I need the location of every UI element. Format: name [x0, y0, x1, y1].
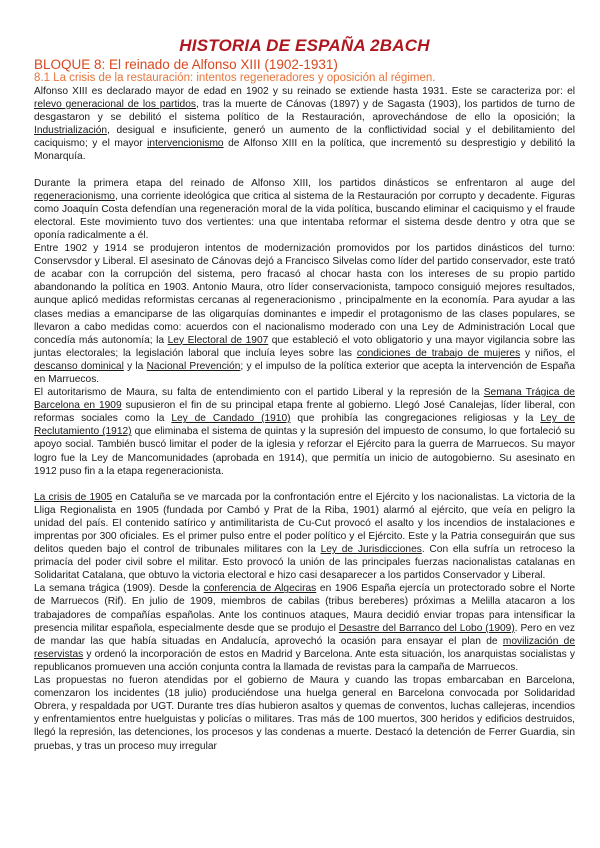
underlined-term: Semana Trágica de Barcelona en 1909: [34, 387, 575, 412]
underlined-term: Ley de Reclutamiento (1912): [34, 413, 575, 438]
underlined-term: Ley de Candado (1910): [171, 413, 291, 425]
text-run: y la: [123, 360, 147, 372]
body-text: [34, 85, 575, 753]
text-run: y niños, el: [520, 347, 575, 359]
underlined-term: Industrialización: [34, 125, 108, 137]
text-run: Entre 1902 y 1914 se produjeron intentos de modernización promovidos por los partidos dinásticos del turno: Conservsdor y Liberal. El asesinato de Cánovas dejó a Francisco Silvelas como líder del partido conservador, este trató de acabar con la corrupción del sistema, pero fracasó al chocar hasta con los intereses de su propio partido abandonando la política en 1903. Antonio Maura, otro líder conservacionista, tampoco consiguió mejores resultados, aunque aplicó medidas reformistas cercanas al regeneracionismo , principalmente en la economía. Para ayudar a las clases medias a emanciparse de las oligarquías dominantes e impedir el protagonismo de las clases populares, se llevaron a cabo medidas como: acuerdos con el nacionalismo moderado con una Ley de Administración Local que concedía más autonomía; la: [34, 243, 575, 346]
paragraph: [34, 242, 575, 386]
underlined-term: La crisis de 1905: [34, 491, 113, 503]
underlined-term: relevo generacional de los partidos: [34, 99, 196, 111]
underlined-term: regeneracionismo: [34, 190, 115, 202]
text-run: y ordenó la incorporación de estos en Madrid y Barcelona. Ante esta situación, los anarquistas socialistas y republicanos promueven una acción conjunta contra la llamada de revistas para la campaña de Marruecos.: [34, 648, 575, 673]
underlined-term: Ley Electoral de 1907: [167, 334, 269, 346]
paragraph: [34, 386, 575, 478]
text-run: , una corriente ideológica que critica al sistema de la Restauración por corrupto y decadente. Figuras como Joaquín Costa defendían una regeneración moral de la vida política, buscando eliminar el caciquismo y el fraude electoral. Este movimiento tuvo dos vertientes: una que intentaba reformar el sistema desde dentro y otra que se oponía radicalmente a él.: [34, 190, 575, 241]
subsection-heading: 8.1 La crisis de la restauración: intentos regeneradores y oposición al régimen.: [34, 72, 436, 84]
text-run: , desigual e insuficiente, generó un aumento de la conflictividad social y el debilitamiento del caciquismo; y el mayor: [34, 125, 575, 150]
paragraph: [34, 177, 575, 242]
text-run: que estableció el voto obligatorio y una mayor vigilancia sobre las juntas electorales; la legislación laboral que incluía leyes sobre las: [34, 334, 575, 359]
paragraph: [34, 582, 575, 674]
text-run: de Alfonso XIII en la política, que incrementó su desprestigio y debilitó la Monarquía.: [34, 138, 576, 163]
underlined-term: conferencia de Algeciras: [203, 583, 317, 595]
paragraph-gap: [34, 478, 575, 491]
paragraph: [34, 85, 575, 164]
underlined-term: Ley de Jurisdicciones: [320, 544, 422, 556]
text-run: Durante la primera etapa del reinado de Alfonso XIII, los partidos dinásticos se enfrentaron al auge del: [34, 177, 575, 189]
text-run: que eliminaba el sistema de quintas y la supresión del impuesto de consumo, lo que fortaleció su apoyo social. También buscó limitar el poder de la iglesia y reforzar el Ejército para la guerra de Marruecos. Su mayor logro fue la Ley de Mancomunidades (aprobada en 1914), que permitía un inicio de autogobierno. Su asesinato en 1912 puso fin a la etapa regeneracionista.: [34, 426, 575, 477]
text-run: ; y el impulso de la política exterior que acepta la intervención de España en Marruecos.: [34, 360, 576, 385]
text-run: en Cataluña se ve marcada por la confrontación entre el Ejército y los nacionalistas. La victoria de la Lliga Regionalista en 1905 (fundada por Cambó y Prat de la Riba, 1901) alarmó al ejército, que veía en peligro la unidad del país. El contenido satírico y antimilitarista de Cu-Cut provocó el asalto y los incendios de instalaciones e imprentas por 300 oficiales. Es el primer pulso entre el poder político y el Ejército. Este y la Patria conseguirán que sus delitos queden bajo el control de tribunales militares con la: [34, 491, 575, 556]
underlined-term: intervencionismo: [147, 138, 224, 150]
text-run: Las propuestas no fueron atendidas por el gobierno de Maura y cuando las tropas embarcaban en Barcelona, comenzaron los incidentes (18 julio) produciéndose una huelga general en Barcelona convocada por Solidaridad Obrera, y respaldada por UGT. Durante tres días hubieron asaltos y quemas de conventos, luchas callejeras, incendios y enfrentamientos entre huelguistas y policías o militares. Tras más de 100 muertos, 300 heridos y edificios destruidos, llegó la represión, las detenciones, los procesos y las condenas a muerte. Destacó la detención de Ferrer Guardia, sin pruebas, y tras un proceso muy irregular: [34, 675, 575, 752]
underlined-term: movilización de reservistas: [34, 635, 575, 660]
text-run: en 1906 España ejercía un protectorado sobre el Norte de Marruecos (Rif). En julio de 1909, miembros de cabilas (tribus bereberes) próximas a Melilla atacaron a los trabajadores de compañías españolas. Ante los continuos ataques, Maura decidió enviar tropas para intensificar la presencia militar española, especialmente desde que se produjo el: [34, 583, 575, 634]
underlined-term: Nacional Prevención: [146, 360, 241, 372]
underlined-term: Desastre del Barranco del Lobo (1909): [338, 622, 515, 634]
underlined-term: condiciones de trabajo de mujeres: [356, 347, 521, 359]
text-run: , tras la muerte de Cánovas (1897) y de Sagasta (1903), los partidos de turno de desgastaron y se debilitó el sistema político de la Restauración, aprovechándose de ello la oposición; la: [34, 99, 575, 124]
text-run: . Pero en vez de mandar las que había situadas en Andalucía, aprovechó la ocasión para ensayar el plan de: [34, 622, 575, 647]
paragraph-gap: [34, 164, 575, 177]
underlined-term: descanso dominical: [34, 360, 124, 372]
paragraph: [34, 674, 575, 753]
section-heading: BLOQUE 8: El reinado de Alfonso XIII (1902-1931): [34, 57, 338, 72]
text-run: El autoritarismo de Maura, su falta de entendimiento con el partido Liberal y la represión de la: [34, 387, 484, 399]
text-run: Alfonso XIII es declarado mayor de edad en 1902 y su reinado se extiende hasta 1931. Este se caracteriza por: el: [34, 86, 575, 97]
text-run: La semana trágica (1909). Desde la: [34, 583, 204, 595]
paragraph: [34, 491, 575, 583]
text-run: que prohibía las congregaciones religiosas y la: [290, 413, 541, 425]
text-run: supusieron el fin de su principal etapa frente al gobierno. Llegó José Canalejas, líder liberal, con reformas sociales como la: [34, 400, 575, 425]
text-run: . Con ella sufría un retroceso la primacía del poder civil sobre el militar. Esto provocó la unión de las principales fuerzas nacionalistas catalanas en Solidaritat Catalana, que obtuvo la victoria electoral e hizo casi desaparecer a los partidos Conservador y Liberal.: [34, 544, 575, 582]
page-title: HISTORIA DE ESPAÑA 2BACH: [179, 36, 430, 55]
